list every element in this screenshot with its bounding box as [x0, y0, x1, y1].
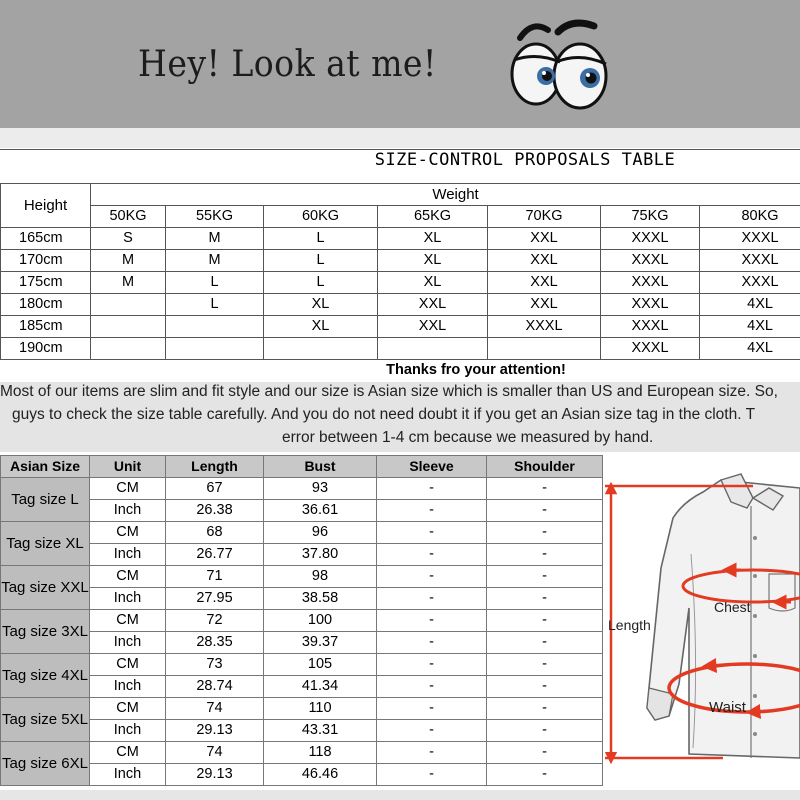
- measure-row: [1, 676, 603, 698]
- measure-cell: -: [377, 566, 487, 588]
- size-cell: [264, 338, 378, 360]
- size-row: [1, 250, 800, 272]
- measure-cell: -: [487, 676, 603, 698]
- size-row: [1, 316, 800, 338]
- measure-cell: 73: [166, 654, 264, 676]
- size-cell: XXXL: [601, 338, 700, 360]
- height-cell: 185cm: [1, 316, 91, 338]
- size-cell: L: [264, 228, 378, 250]
- tag-size-cell: Tag size 5XL: [1, 698, 90, 742]
- measure-row: [1, 764, 603, 786]
- size-cell: XXL: [488, 272, 601, 294]
- measure-cell: CM: [90, 478, 166, 500]
- measure-cell: Inch: [90, 544, 166, 566]
- measure-cell: -: [377, 720, 487, 742]
- height-cell: 180cm: [1, 294, 91, 316]
- header-banner: [0, 0, 800, 128]
- size-cell: 4XL: [700, 294, 800, 316]
- col-header: Sleeve: [377, 456, 487, 478]
- height-cell: 175cm: [1, 272, 91, 294]
- measure-cell: 93: [264, 478, 377, 500]
- size-cell: XXXL: [601, 272, 700, 294]
- measure-cell: -: [487, 764, 603, 786]
- measure-cell: 118: [264, 742, 377, 764]
- measure-cell: -: [487, 588, 603, 610]
- measure-cell: 43.31: [264, 720, 377, 742]
- measure-cell: CM: [90, 566, 166, 588]
- measure-row: [1, 500, 603, 522]
- measure-cell: -: [377, 500, 487, 522]
- size-cell: [91, 316, 166, 338]
- height-cell: 170cm: [1, 250, 91, 272]
- weight-col: 80KG: [700, 206, 800, 228]
- size-cell: XXXL: [700, 250, 800, 272]
- measure-row: [1, 544, 603, 566]
- size-cell: [488, 338, 601, 360]
- measure-cell: -: [377, 676, 487, 698]
- measure-cell: 105: [264, 654, 377, 676]
- measure-row: [1, 522, 603, 544]
- measure-cell: -: [487, 632, 603, 654]
- size-cell: L: [166, 294, 264, 316]
- cartoon-eyes-icon: [506, 14, 610, 114]
- measure-cell: 28.74: [166, 676, 264, 698]
- measure-row: [1, 588, 603, 610]
- measure-row: [1, 720, 603, 742]
- shirt-body-icon: [647, 480, 800, 758]
- size-cell: [378, 338, 488, 360]
- measure-cell: 67: [166, 478, 264, 500]
- measure-cell: -: [377, 654, 487, 676]
- measure-row: [1, 742, 603, 764]
- measure-row: [1, 698, 603, 720]
- measure-row: [1, 478, 603, 500]
- measure-row: [1, 610, 603, 632]
- measure-cell: -: [377, 632, 487, 654]
- chest-label: Chest: [714, 599, 751, 615]
- weight-col: 60KG: [264, 206, 378, 228]
- size-cell: XXL: [488, 250, 601, 272]
- size-cell: [91, 294, 166, 316]
- size-cell: XXXL: [488, 316, 601, 338]
- weight-col: 50KG: [91, 206, 166, 228]
- tag-size-cell: Tag size XL: [1, 522, 90, 566]
- thanks-heading: Thanks fro your attention!: [386, 362, 566, 378]
- measure-cell: 38.58: [264, 588, 377, 610]
- measure-row: [1, 632, 603, 654]
- measure-cell: CM: [90, 610, 166, 632]
- tag-size-cell: Tag size 6XL: [1, 742, 90, 786]
- measure-cell: -: [487, 610, 603, 632]
- measure-cell: 46.46: [264, 764, 377, 786]
- size-cell: L: [166, 272, 264, 294]
- measure-cell: 29.13: [166, 764, 264, 786]
- measure-cell: 100: [264, 610, 377, 632]
- weight-header: Weight: [91, 184, 800, 206]
- measure-cell: CM: [90, 522, 166, 544]
- height-cell: 165cm: [1, 228, 91, 250]
- size-cell: XXL: [378, 316, 488, 338]
- measure-cell: Inch: [90, 500, 166, 522]
- measure-cell: -: [487, 478, 603, 500]
- measure-cell: Inch: [90, 764, 166, 786]
- footer-strip: [0, 790, 800, 800]
- tag-size-cell: Tag size 4XL: [1, 654, 90, 698]
- weight-col: 70KG: [488, 206, 601, 228]
- size-cell: XL: [264, 294, 378, 316]
- weight-col: 75KG: [601, 206, 700, 228]
- size-cell: XXXL: [601, 250, 700, 272]
- size-cell: XXL: [488, 294, 601, 316]
- tag-size-cell: Tag size 3XL: [1, 610, 90, 654]
- measure-cell: Inch: [90, 720, 166, 742]
- size-cell: XL: [378, 228, 488, 250]
- size-row: [1, 228, 800, 250]
- measure-cell: -: [487, 566, 603, 588]
- measure-cell: Inch: [90, 632, 166, 654]
- size-cell: XXL: [378, 294, 488, 316]
- height-cell: 190cm: [1, 338, 91, 360]
- size-cell: XXXL: [601, 316, 700, 338]
- size-cell: [166, 316, 264, 338]
- note-line-2: guys to check the size table carefully. And you do not need doubt it if you get an Asian size tag in the cloth. T: [12, 406, 756, 423]
- size-cell: XL: [264, 316, 378, 338]
- size-row: [1, 294, 800, 316]
- measure-cell: 74: [166, 742, 264, 764]
- measure-cell: -: [377, 764, 487, 786]
- col-header: Shoulder: [487, 456, 603, 478]
- measure-cell: 36.61: [264, 500, 377, 522]
- height-header: Height: [1, 184, 91, 228]
- size-control-table: [0, 183, 800, 360]
- measure-cell: -: [377, 610, 487, 632]
- measure-cell: CM: [90, 654, 166, 676]
- measure-cell: -: [377, 522, 487, 544]
- measure-cell: -: [487, 544, 603, 566]
- size-cell: L: [264, 250, 378, 272]
- measure-cell: 41.34: [264, 676, 377, 698]
- size-note: [0, 382, 800, 452]
- length-label: Length: [608, 617, 651, 633]
- measure-cell: -: [377, 588, 487, 610]
- measure-cell: 110: [264, 698, 377, 720]
- measure-cell: 27.95: [166, 588, 264, 610]
- measure-cell: 72: [166, 610, 264, 632]
- col-header: Length: [166, 456, 264, 478]
- divider-strip: [0, 128, 800, 148]
- col-header: Bust: [264, 456, 377, 478]
- size-cell: L: [264, 272, 378, 294]
- note-line-3: error between 1-4 cm because we measured by hand.: [282, 429, 654, 446]
- measure-row: [1, 654, 603, 676]
- size-cell: M: [91, 272, 166, 294]
- measure-cell: -: [377, 742, 487, 764]
- measure-cell: -: [377, 478, 487, 500]
- measure-cell: 26.77: [166, 544, 264, 566]
- size-cell: 4XL: [700, 316, 800, 338]
- measure-cell: -: [487, 500, 603, 522]
- weight-col: 65KG: [378, 206, 488, 228]
- measure-cell: 29.13: [166, 720, 264, 742]
- measure-cell: 39.37: [264, 632, 377, 654]
- weight-col: 55KG: [166, 206, 264, 228]
- tag-size-cell: Tag size L: [1, 478, 90, 522]
- size-cell: S: [91, 228, 166, 250]
- note-line-1: Most of our items are slim and fit style and our size is Asian size which is smaller than US and European size. So,: [0, 383, 778, 400]
- measure-cell: -: [377, 544, 487, 566]
- measure-cell: -: [487, 742, 603, 764]
- size-cell: XXL: [488, 228, 601, 250]
- measure-cell: -: [377, 698, 487, 720]
- size-cell: XXXL: [601, 294, 700, 316]
- shirt-measurement-diagram: [603, 458, 800, 794]
- measure-cell: -: [487, 698, 603, 720]
- measure-cell: CM: [90, 742, 166, 764]
- measure-row: [1, 566, 603, 588]
- measure-cell: Inch: [90, 676, 166, 698]
- measure-cell: 26.38: [166, 500, 264, 522]
- waist-label: Waist: [709, 699, 746, 716]
- measure-cell: 96: [264, 522, 377, 544]
- banner-headline: Hey! Look at me!: [138, 44, 437, 85]
- size-row: [1, 272, 800, 294]
- size-cell: [166, 338, 264, 360]
- measure-cell: -: [487, 654, 603, 676]
- size-row: [1, 338, 800, 360]
- size-table-title: SIZE-CONTROL PROPOSALS TABLE: [374, 150, 676, 170]
- measure-cell: 68: [166, 522, 264, 544]
- size-cell: XXXL: [700, 228, 800, 250]
- size-cell: M: [166, 250, 264, 272]
- measurement-table: [0, 455, 603, 786]
- measure-cell: -: [487, 720, 603, 742]
- measure-cell: Inch: [90, 588, 166, 610]
- size-cell: XXXL: [601, 228, 700, 250]
- measure-cell: 74: [166, 698, 264, 720]
- measure-cell: 71: [166, 566, 264, 588]
- size-cell: XXXL: [700, 272, 800, 294]
- size-cell: XL: [378, 250, 488, 272]
- size-cell: 4XL: [700, 338, 800, 360]
- size-cell: M: [166, 228, 264, 250]
- measure-cell: 98: [264, 566, 377, 588]
- size-cell: XL: [378, 272, 488, 294]
- measure-cell: 37.80: [264, 544, 377, 566]
- size-cell: M: [91, 250, 166, 272]
- col-header: Asian Size: [1, 456, 90, 478]
- measure-cell: 28.35: [166, 632, 264, 654]
- measure-cell: CM: [90, 698, 166, 720]
- measure-cell: -: [487, 522, 603, 544]
- size-cell: [91, 338, 166, 360]
- tag-size-cell: Tag size XXL: [1, 566, 90, 610]
- col-header: Unit: [90, 456, 166, 478]
